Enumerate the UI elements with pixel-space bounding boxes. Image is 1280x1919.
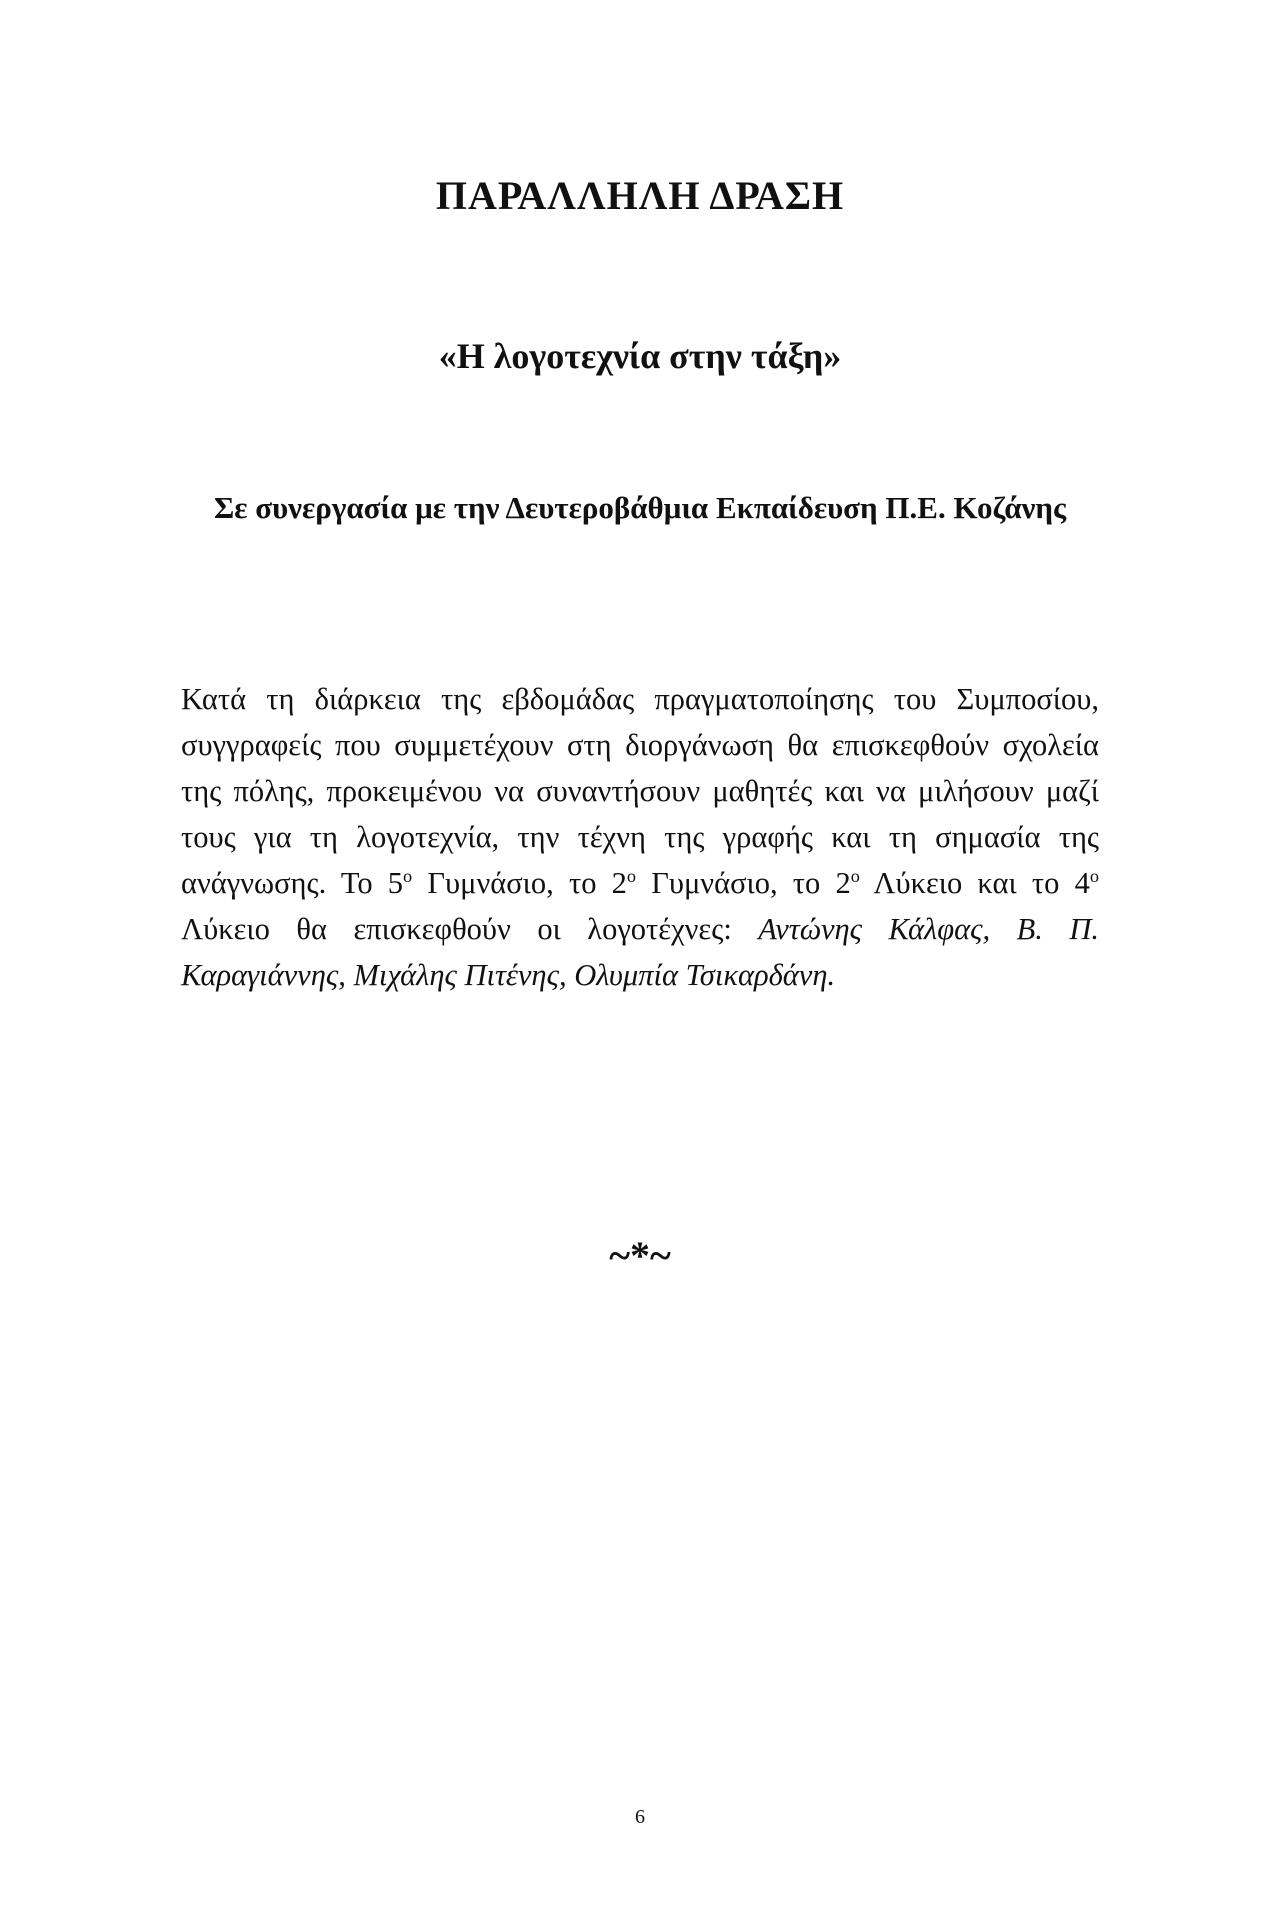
ordinal: ο (850, 865, 860, 886)
section-subtitle: «Η λογοτεχνία στην τάξη» (438, 336, 842, 376)
page-heading: ΠΑΡΑΛΛΗΛΗ ΔΡΑΣΗ (435, 173, 845, 218)
text: Κατά τη διάρκεια της εβδομάδας πραγματοποίησης του Συμποσίου, συγγραφείς που συμμετέχουν στη διοργάνωση θα επισκεφθούν σχολεία της πόλης, προκειμένου να συναντήσουν μαθητές και να μιλήσουν μαζί τους για τη λογοτεχνία, την τέχνη της γραφής και τη σημασία της ανάγνωσης. Το 5 (181, 682, 1099, 900)
text: Λύκειο και το 4 (859, 866, 1090, 900)
ordinal: ο (403, 865, 413, 886)
body-paragraph (181, 676, 1099, 998)
author-names: Αντώνης Κάλφας, Β. Π. Καραγιάννης, Μιχάλης Πιτένης, Ολυμπία Τσικαρδάνη. (181, 912, 1099, 992)
cooperation-note: Σε συνεργασία με την Δευτεροβάθμια Εκπαίδευση Π.Ε. Κοζάνης (213, 490, 1067, 525)
separator: ~*~ (609, 1233, 671, 1278)
ordinal: ο (1089, 865, 1099, 886)
text: Γυμνάσιο, το 2 (412, 866, 627, 900)
text: Λύκειο θα επισκεφθούν οι λογοτέχνες: (181, 912, 759, 946)
page-number: 6 (635, 1806, 645, 1828)
ordinal: ο (626, 865, 637, 886)
text: Γυμνάσιο, το 2 (636, 866, 851, 900)
